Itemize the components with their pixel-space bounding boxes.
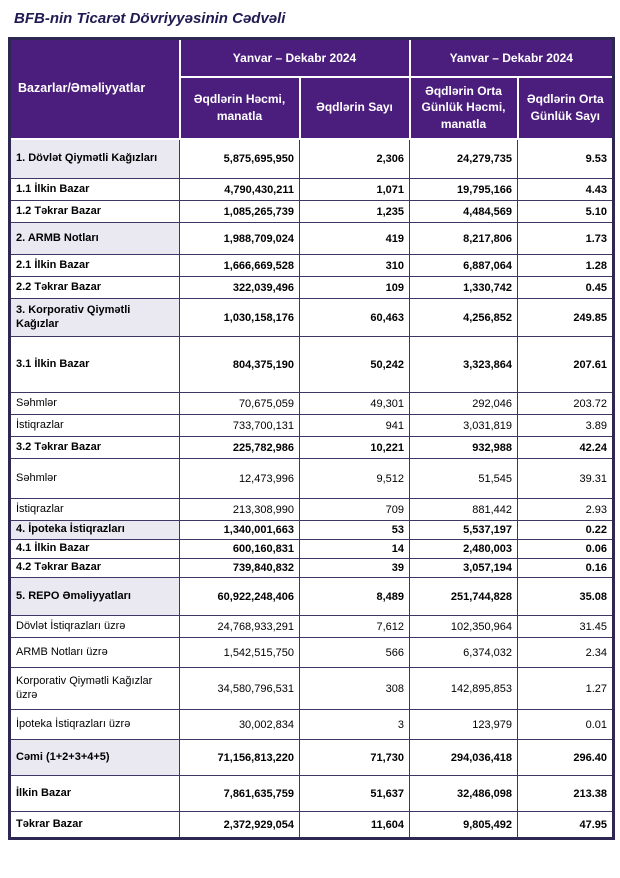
table-row [10, 578, 614, 616]
cell-value: 0.45 [518, 277, 614, 299]
cell-value: 71,730 [300, 740, 410, 776]
row-label: 4.1 İlkin Bazar [10, 540, 180, 559]
cell-value: 24,768,933,291 [180, 616, 300, 638]
cell-value: 296.40 [518, 740, 614, 776]
cell-value: 213,308,990 [180, 499, 300, 521]
row-label: 3. Korporativ Qiymətli Kağızlar [10, 299, 180, 337]
cell-value: 566 [300, 638, 410, 668]
cell-value: 0.22 [518, 521, 614, 540]
cell-value: 24,279,735 [410, 139, 518, 179]
cell-value: 308 [300, 668, 410, 710]
cell-value: 2.93 [518, 499, 614, 521]
cell-value: 39.31 [518, 459, 614, 499]
cell-value: 6,374,032 [410, 638, 518, 668]
table-row [10, 255, 614, 277]
cell-value: 941 [300, 415, 410, 437]
cell-value: 9,512 [300, 459, 410, 499]
row-label: 2.1 İlkin Bazar [10, 255, 180, 277]
cell-value: 804,375,190 [180, 337, 300, 393]
row-label: 1. Dövlət Qiymətli Kağızları [10, 139, 180, 179]
table-row [10, 812, 614, 839]
cell-value: 49,301 [300, 393, 410, 415]
table-row [10, 776, 614, 812]
cell-value: 39 [300, 559, 410, 578]
cell-value: 1,235 [300, 201, 410, 223]
cell-value: 60,463 [300, 299, 410, 337]
table-row [10, 499, 614, 521]
cell-value: 419 [300, 223, 410, 255]
cell-value: 2,306 [300, 139, 410, 179]
cell-value: 5,875,695,950 [180, 139, 300, 179]
cell-value: 207.61 [518, 337, 614, 393]
cell-value: 0.06 [518, 540, 614, 559]
row-label: ARMB Notları üzrə [10, 638, 180, 668]
row-label: İlkin Bazar [10, 776, 180, 812]
row-label: 1.2 Təkrar Bazar [10, 201, 180, 223]
row-label: Cəmi (1+2+3+4+5) [10, 740, 180, 776]
cell-value: 123,979 [410, 710, 518, 740]
cell-value: 109 [300, 277, 410, 299]
cell-value: 3,323,864 [410, 337, 518, 393]
cell-value: 102,350,964 [410, 616, 518, 638]
page [0, 10, 620, 840]
cell-value: 142,895,853 [410, 668, 518, 710]
row-label: Təkrar Bazar [10, 812, 180, 839]
cell-value: 5.10 [518, 201, 614, 223]
cell-value: 9.53 [518, 139, 614, 179]
row-label: İstiqrazlar [10, 415, 180, 437]
cell-value: 8,217,806 [410, 223, 518, 255]
cell-value: 71,156,813,220 [180, 740, 300, 776]
table-header [10, 39, 614, 139]
cell-value: 60,922,248,406 [180, 578, 300, 616]
cell-value: 1,988,709,024 [180, 223, 300, 255]
table-row [10, 638, 614, 668]
page-title: BFB-nin Ticarət Dövriyyəsinin Cədvəli [14, 10, 286, 27]
row-label: 2. ARMB Notları [10, 223, 180, 255]
cell-value: 2,372,929,054 [180, 812, 300, 839]
cell-value: 53 [300, 521, 410, 540]
group-header-period-1: Yanvar – Dekabr 2024 [180, 39, 410, 77]
cell-value: 1.73 [518, 223, 614, 255]
cell-value: 42.24 [518, 437, 614, 459]
cell-value: 19,795,166 [410, 179, 518, 201]
row-label: Dövlət İstiqrazları üzrə [10, 616, 180, 638]
row-label: 2.2 Təkrar Bazar [10, 277, 180, 299]
col-header-avg-daily-volume: Əqdlərin Orta Günlük Həcmi, manatla [410, 77, 518, 139]
table-body [10, 139, 614, 839]
table-row [10, 393, 614, 415]
cell-value: 4,256,852 [410, 299, 518, 337]
cell-value: 739,840,832 [180, 559, 300, 578]
cell-value: 7,861,635,759 [180, 776, 300, 812]
cell-value: 1,071 [300, 179, 410, 201]
table-row [10, 540, 614, 559]
cell-value: 6,887,064 [410, 255, 518, 277]
table-row [10, 459, 614, 499]
cell-value: 31.45 [518, 616, 614, 638]
cell-value: 3,031,819 [410, 415, 518, 437]
cell-value: 5,537,197 [410, 521, 518, 540]
cell-value: 32,486,098 [410, 776, 518, 812]
row-label: Səhmlər [10, 459, 180, 499]
cell-value: 12,473,996 [180, 459, 300, 499]
cell-value: 51,545 [410, 459, 518, 499]
cell-value: 30,002,834 [180, 710, 300, 740]
table-row [10, 740, 614, 776]
table-row [10, 337, 614, 393]
table-row [10, 415, 614, 437]
cell-value: 1,330,742 [410, 277, 518, 299]
row-label: İstiqrazlar [10, 499, 180, 521]
row-label: İpoteka İstiqrazları üzrə [10, 710, 180, 740]
cell-value: 0.01 [518, 710, 614, 740]
table-row [10, 710, 614, 740]
row-label: 4. İpoteka İstiqrazları [10, 521, 180, 540]
table-row [10, 559, 614, 578]
table-row [10, 201, 614, 223]
row-label: 3.1 İlkin Bazar [10, 337, 180, 393]
cell-value: 1.27 [518, 668, 614, 710]
cell-value: 881,442 [410, 499, 518, 521]
table-row [10, 521, 614, 540]
table-row [10, 437, 614, 459]
cell-value: 292,046 [410, 393, 518, 415]
row-label: 5. REPO Əməliyyatları [10, 578, 180, 616]
cell-value: 225,782,986 [180, 437, 300, 459]
row-label: 4.2 Təkrar Bazar [10, 559, 180, 578]
cell-value: 0.16 [518, 559, 614, 578]
trade-turnover-table [8, 37, 615, 840]
cell-value: 35.08 [518, 578, 614, 616]
cell-value: 3.89 [518, 415, 614, 437]
cell-value: 322,039,496 [180, 277, 300, 299]
col-header-deal-count: Əqdlərin Sayı [300, 77, 410, 139]
cell-value: 10,221 [300, 437, 410, 459]
cell-value: 213.38 [518, 776, 614, 812]
row-label: Səhmlər [10, 393, 180, 415]
table-row [10, 616, 614, 638]
cell-value: 14 [300, 540, 410, 559]
cell-value: 4,484,569 [410, 201, 518, 223]
cell-value: 3 [300, 710, 410, 740]
cell-value: 9,805,492 [410, 812, 518, 839]
col-header-avg-daily-count: Əqdlərin Orta Günlük Sayı [518, 77, 614, 139]
cell-value: 600,160,831 [180, 540, 300, 559]
col-header-deal-volume: Əqdlərin Həcmi, manatla [180, 77, 300, 139]
cell-value: 1,085,265,739 [180, 201, 300, 223]
table-row [10, 223, 614, 255]
cell-value: 1,340,001,663 [180, 521, 300, 540]
cell-value: 249.85 [518, 299, 614, 337]
cell-value: 51,637 [300, 776, 410, 812]
table-row [10, 277, 614, 299]
cell-value: 1,030,158,176 [180, 299, 300, 337]
cell-value: 733,700,131 [180, 415, 300, 437]
cell-value: 8,489 [300, 578, 410, 616]
cell-value: 1,666,669,528 [180, 255, 300, 277]
cell-value: 3,057,194 [410, 559, 518, 578]
corner-header: Bazarlar/Əməliyyatlar [10, 39, 180, 139]
cell-value: 47.95 [518, 812, 614, 839]
cell-value: 2,480,003 [410, 540, 518, 559]
cell-value: 11,604 [300, 812, 410, 839]
table-row [10, 668, 614, 710]
cell-value: 70,675,059 [180, 393, 300, 415]
table-row [10, 139, 614, 179]
cell-value: 310 [300, 255, 410, 277]
row-label: 3.2 Təkrar Bazar [10, 437, 180, 459]
cell-value: 4,790,430,211 [180, 179, 300, 201]
cell-value: 1.28 [518, 255, 614, 277]
table-row [10, 179, 614, 201]
cell-value: 2.34 [518, 638, 614, 668]
cell-value: 1,542,515,750 [180, 638, 300, 668]
cell-value: 709 [300, 499, 410, 521]
cell-value: 34,580,796,531 [180, 668, 300, 710]
cell-value: 294,036,418 [410, 740, 518, 776]
cell-value: 50,242 [300, 337, 410, 393]
row-label: Korporativ Qiymətli Kağızlar üzrə [10, 668, 180, 710]
group-header-period-2: Yanvar – Dekabr 2024 [410, 39, 614, 77]
cell-value: 203.72 [518, 393, 614, 415]
cell-value: 251,744,828 [410, 578, 518, 616]
row-label: 1.1 İlkin Bazar [10, 179, 180, 201]
cell-value: 7,612 [300, 616, 410, 638]
table-row [10, 299, 614, 337]
cell-value: 4.43 [518, 179, 614, 201]
cell-value: 932,988 [410, 437, 518, 459]
